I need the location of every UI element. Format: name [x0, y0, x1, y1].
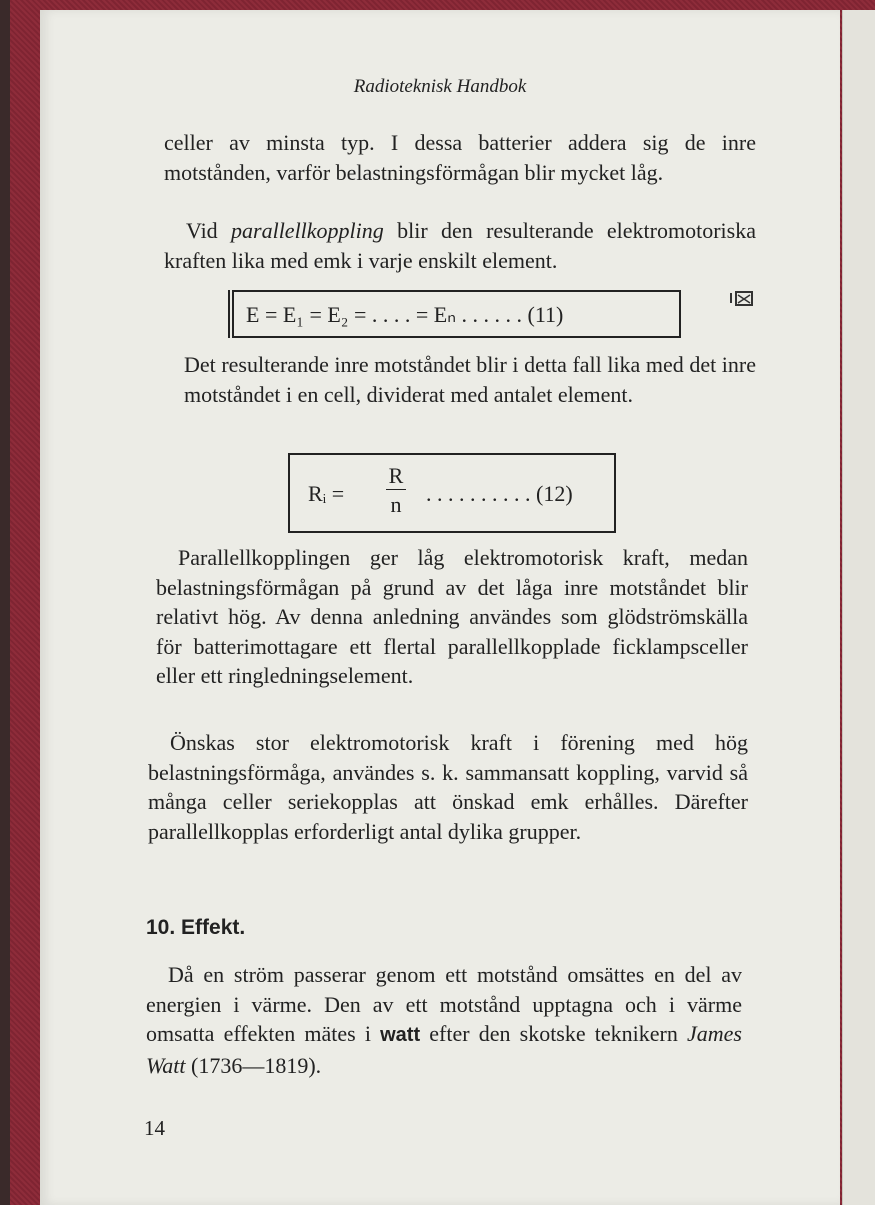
term-watt: watt: [380, 1024, 421, 1046]
paragraph-effect-end: (1736—1819).: [185, 1052, 322, 1078]
paragraph-effect-lead: Då en ström passerar genom ett motstånd omsättes en del av energien i värme. Den av ett motstånd upptagna och i värme omsatta effekten mätes i: [146, 962, 742, 1046]
paragraph-resistance-text: Det resulterande inre motståndet blir i detta fall lika med det inre motståndet i en cell, dividerat med antalet element.: [184, 352, 756, 407]
running-head: Radioteknisk Handbok: [353, 76, 527, 97]
formula-11-box: [232, 290, 681, 338]
term-parallellkoppling: parallellkoppling: [231, 218, 384, 243]
paragraph-parallel-rest: blir den resulterande elektromotoriska kraften lika med emk i varje enskilt element.: [164, 218, 756, 273]
formula-12-lhs: Rᵢ =: [308, 481, 345, 506]
paragraph-parallel: [164, 216, 756, 275]
next-page-edge: [842, 10, 875, 1205]
formula-12-numerator: R: [388, 463, 404, 488]
paragraph-parallel-effect: [156, 543, 748, 691]
paragraph-resistance: [184, 350, 756, 409]
formula-12-fraction: [386, 463, 406, 518]
paragraph-cells-text: celler av minsta typ. I dessa batterier addera sig de inre motstånden, varför belastningsförmågan blir mycket låg.: [164, 130, 756, 185]
page-number: 14: [144, 1116, 165, 1140]
formula-11: E = E₁ = E₂ = . . . . = Eₙ . . . . . . (11): [246, 302, 564, 327]
ink-mark-icon: [730, 290, 754, 308]
paragraph-effect: [146, 960, 742, 1080]
section-heading: 10. Effekt.: [146, 916, 246, 939]
book-page: [40, 10, 840, 1205]
fraction-bar: [386, 489, 406, 490]
paragraph-parallel-lead: Vid: [186, 218, 232, 243]
formula-12-denominator: n: [390, 492, 402, 517]
book-edge: [0, 0, 10, 1205]
paragraph-parallel-effect-text: Parallellkopplingen ger låg elektromotorisk kraft, medan belastningsförmågan på grund av det låga inre motståndet blir relativt hög. Av denna anledning användes som glödströmskälla för batterimottagare ett flertal parallellkopplade ficklampsceller eller ett ringledningselement.: [156, 545, 748, 688]
name-james-watt: James Watt: [146, 1021, 742, 1078]
paragraph-cells: [164, 128, 756, 187]
paragraph-combined-text: Önskas stor elektromotorisk kraft i förening med hög belastningsförmåga, användes s. k. sammansatt koppling, varvid så många celler seriekopplas att önskad emk erhålles. Därefter parallellkopplas erforderligt antal dylika grupper.: [148, 730, 748, 844]
paragraph-combined: [148, 728, 748, 846]
formula-12-rhs: . . . . . . . . . . (12): [426, 481, 573, 506]
paragraph-effect-mid: efter den skotske teknikern: [420, 1021, 688, 1046]
formula-12-box: [288, 453, 616, 533]
